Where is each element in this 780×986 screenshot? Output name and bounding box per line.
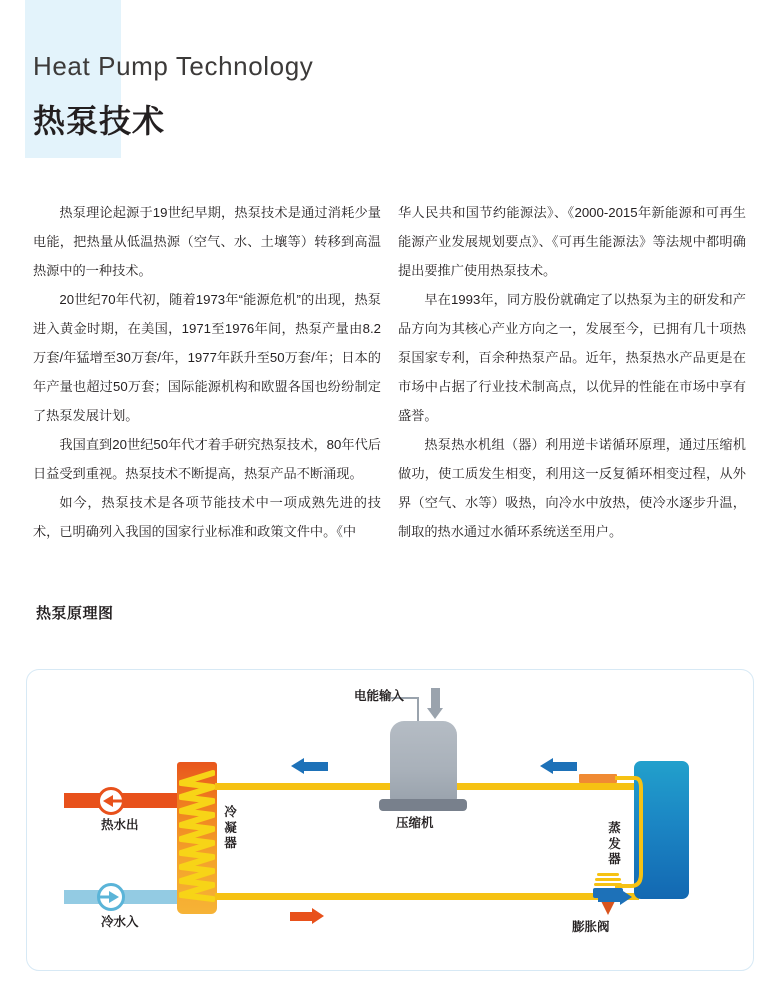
label-power-input: 电能输入 <box>354 689 405 703</box>
valve-fin <box>595 878 621 881</box>
condenser-coil-icon <box>179 769 215 909</box>
flow-arrow-left-blue <box>291 758 328 775</box>
compressor-base <box>379 799 467 811</box>
paragraph: 热泵理论起源于19世纪早期，热泵技术是通过消耗少量电能，把热量从低温热源（空气、水、土壤等）转移到高温热源中的一种技术。 <box>33 205 381 278</box>
hot-water-pipe <box>64 793 192 808</box>
arrow-shaft <box>552 762 577 771</box>
evaporator-inlet-tube <box>579 774 617 783</box>
label-hot-water-out: 热水出 <box>101 818 139 832</box>
label-evaporator: 蒸发器 <box>608 821 621 866</box>
paragraph: 20世纪70年代初，随着1973年“能源危机”的出现，热泵进入黄金时期，在美国，1971至1976年间，热泵产量由8.2万套/年猛增至30万套/年，1977年跃升至50万套/年；日本的年产量也超过50万套；国际能源机构和欧盟各国也纷纷制定了热泵发展计划。 <box>33 292 381 423</box>
power-input-arrow-head-icon <box>427 708 443 719</box>
power-lead-vertical <box>417 697 419 723</box>
flow-arrow-left-blue <box>540 758 577 775</box>
section-title: 热泵原理图 <box>36 605 114 622</box>
arrow-shaft <box>290 912 313 921</box>
cold-water-pump-icon <box>97 883 125 911</box>
article-column-right <box>398 198 746 546</box>
paragraph: 我国直到20世纪50年代才着手研究热泵技术，80年代后日益受到重视。热泵技术不断提高，热泵产品不断涌现。 <box>33 437 381 481</box>
page-header <box>0 0 780 190</box>
arrow-head-icon <box>620 889 632 905</box>
pump-bar <box>113 800 122 803</box>
page-title-chinese: 热泵技术 <box>33 103 166 139</box>
pump-bar <box>100 896 109 899</box>
compressor-body <box>390 721 457 801</box>
refrigerant-pipe-bottom <box>215 893 639 900</box>
flow-arrow-right-orange <box>290 908 324 925</box>
arrow-head-icon <box>312 908 324 924</box>
valve-fin <box>597 873 619 876</box>
hot-water-pump-icon <box>97 787 125 815</box>
label-expansion-valve: 膨胀阀 <box>572 920 610 934</box>
arrow-left-icon <box>103 795 113 807</box>
valve-fin <box>594 883 622 886</box>
label-cold-water-in: 冷水入 <box>101 915 139 929</box>
arrow-shaft <box>303 762 328 771</box>
arrow-right-icon <box>109 891 119 903</box>
paragraph: 华人民共和国节约能源法》、《2000-2015年新能源和可再生能源产业发展规划要点》、《可再生能源法》等法规中都明确提出要推广使用热泵技术。 <box>398 205 746 278</box>
label-compressor: 压缩机 <box>396 816 434 830</box>
label-condenser: 冷凝器 <box>224 805 237 850</box>
arrow-shaft <box>598 893 621 902</box>
page-title-english: Heat Pump Technology <box>33 51 314 81</box>
cold-water-pipe <box>64 890 192 904</box>
paragraph: 热泵热水机组（器）利用逆卡诺循环原理，通过压缩机做功，使工质发生相变，利用这一反复循环相变过程，从外界（空气、水等）吸热，向冷水中放热，使冷水逐步升温，制取的热水通过水循环系统送至用户。 <box>398 437 746 539</box>
paragraph: 早在1993年，同方股份就确定了以热泵为主的研发和产品方向为其核心产业方向之一，发展至今，已拥有几十项热泵国家专利，百余种热泵产品。近年，热泵热水产品更是在市场中占据了行业技术制高点，以优异的性能在市场中享有盛誉。 <box>398 292 746 423</box>
flow-arrow-right-blue <box>598 889 632 906</box>
paragraph: 如今，热泵技术是各项节能技术中一项成熟先进的技术，已明确列入我国的国家行业标准和政策文件中。《中 <box>33 495 381 539</box>
heat-pump-diagram-card <box>26 669 754 971</box>
power-input-arrow-shaft <box>431 688 440 710</box>
article-column-left <box>33 198 381 546</box>
heat-pump-diagram <box>27 670 755 972</box>
